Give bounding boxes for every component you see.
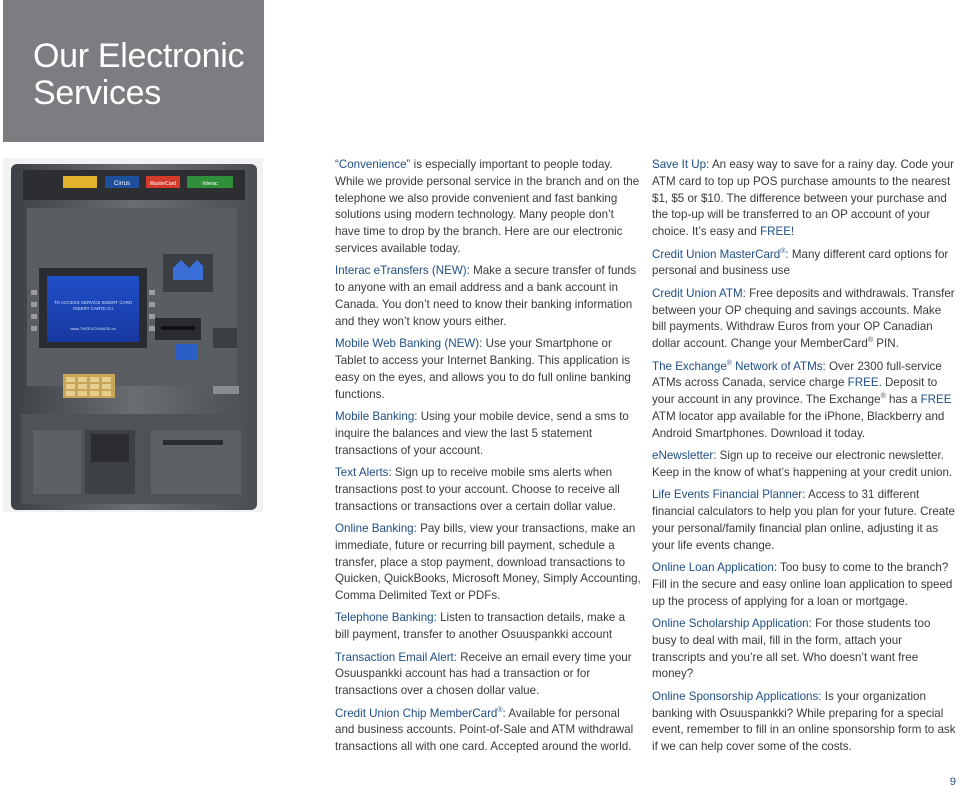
svg-text:www.THEEXCHANGE.ca: www.THEEXCHANGE.ca — [70, 326, 116, 331]
service-item-cu-atm: Credit Union ATM: Free deposits and withdrawals. Transfer between your OP chequing and savings accounts. Make bill payments. Withdraw Euros from your OP Canadian dollar account. Change your MemberCard® PIN. — [652, 286, 955, 351]
column-left — [335, 157, 641, 762]
title-banner — [3, 0, 264, 142]
service-item: eNewsletter: Sign up to receive our electronic newsletter. Keep in the know of what’s happening at your credit union. — [652, 449, 953, 479]
service-item-chip-membercard: Credit Union Chip MemberCard®: Available for personal and business accounts. Point-of-Sale and ATM withdrawal transactions all with one card. Accepted around the world. — [335, 706, 634, 754]
column-right — [652, 157, 956, 762]
card-logo-1 — [63, 176, 97, 188]
service-item-save-it-up: Save It Up: An easy way to save for a rainy day. Code your ATM card to top up POS purchase amounts to the nearest $1, $5 or $10. The difference between your purchase and the top-up will be transferred to an OP account of your choice. It’s easy and FREE! — [652, 158, 955, 239]
svg-text:INSERT CARTE ICI: INSERT CARTE ICI — [73, 306, 113, 311]
page-title: Our Electronic Services — [33, 37, 245, 112]
atm-illustration — [3, 158, 263, 512]
service-item: Transaction Email Alert: Receive an email every time your Osuuspankki account has had a transaction or for transactions over a chosen dollar value. — [335, 650, 632, 698]
svg-text:TO ACCESS SERVICE INSERT CARD: TO ACCESS SERVICE INSERT CARD — [53, 300, 133, 305]
service-item: Online Banking: Pay bills, view your transactions, make an immediate, future or recurring bill payment, schedule a transfer, place a stop payment, download transactions to Quicken, QuickBooks, Microsoft Money, Simply Accounting, Comma Delimited Text or PDFs. — [335, 521, 641, 603]
svg-text:Interac: Interac — [202, 181, 218, 187]
service-item: Online Loan Application: Too busy to come to the branch? Fill in the secure and easy online loan application to speed up the process of applying for a loan or mortgage. — [652, 561, 953, 608]
service-item: Text Alerts: Sign up to receive mobile sms alerts when transactions post to your account. Choose to receive all transactions or transactions over a certain dollar value. — [335, 465, 620, 513]
service-item: Life Events Financial Planner: Access to 31 different financial calculators to help you plan for your future. Create your personal/family financial plan online, adjusting it as your life events change. — [652, 488, 955, 552]
intro-lead: “Convenience” — [335, 158, 411, 171]
service-item: Mobile Banking: Using your mobile device, send a sms to inquire the balances and view the last 5 statement transactions of your account. — [335, 409, 629, 457]
service-item: Telephone Banking: Listen to transaction details, make a bill payment, transfer to another Osuuspankki account — [335, 611, 626, 642]
service-item: Online Sponsorship Applications: Is your organization banking with Osuuspankki? While preparing for a special event, remember to fill in an online sponsorship form to ask if we can help cover some of the costs. — [652, 689, 956, 754]
svg-text:Cirrus: Cirrus — [114, 181, 130, 187]
svg-text:MasterCard: MasterCard — [149, 181, 177, 187]
service-item: Mobile Web Banking (NEW): Use your Smartphone or Tablet to access your Internet Banking. This application is easy on the eyes, and allows you to do full online banking functions. — [335, 337, 631, 401]
page-number: 9 — [949, 776, 956, 788]
service-item-exchange: The Exchange® Network of ATMs: Over 2300 full-service ATMs across Canada, service charge FREE. Deposit to your account in any province. The Exchange® has a FREE ATM locator app available for the iPhone, Blackberry and Android Smartphones. Download it today. — [652, 359, 952, 440]
service-item-mastercard: Credit Union MasterCard®: Many different card options for personal and business use — [652, 247, 949, 278]
service-item: Online Scholarship Application: For those students too busy to deal with mail, fill in the form, attach your transcripts and you’re all set. Who doesn’t want free money? — [652, 617, 931, 681]
atm-photo — [3, 158, 263, 512]
service-item: Interac eTransfers (NEW): Make a secure transfer of funds to anyone with an email address and a bank account in Canada. You don’t need to know their banking information and they won’t know yours either. — [335, 264, 637, 328]
intro-paragraph: “Convenience” is especially important to people today. While we provide personal service in the branch and on the telephone we also provide convenient and fast banking solutions using modern technology. Many people don’t have time to drop by the branch. Here are our electronic services available today. — [335, 158, 640, 255]
